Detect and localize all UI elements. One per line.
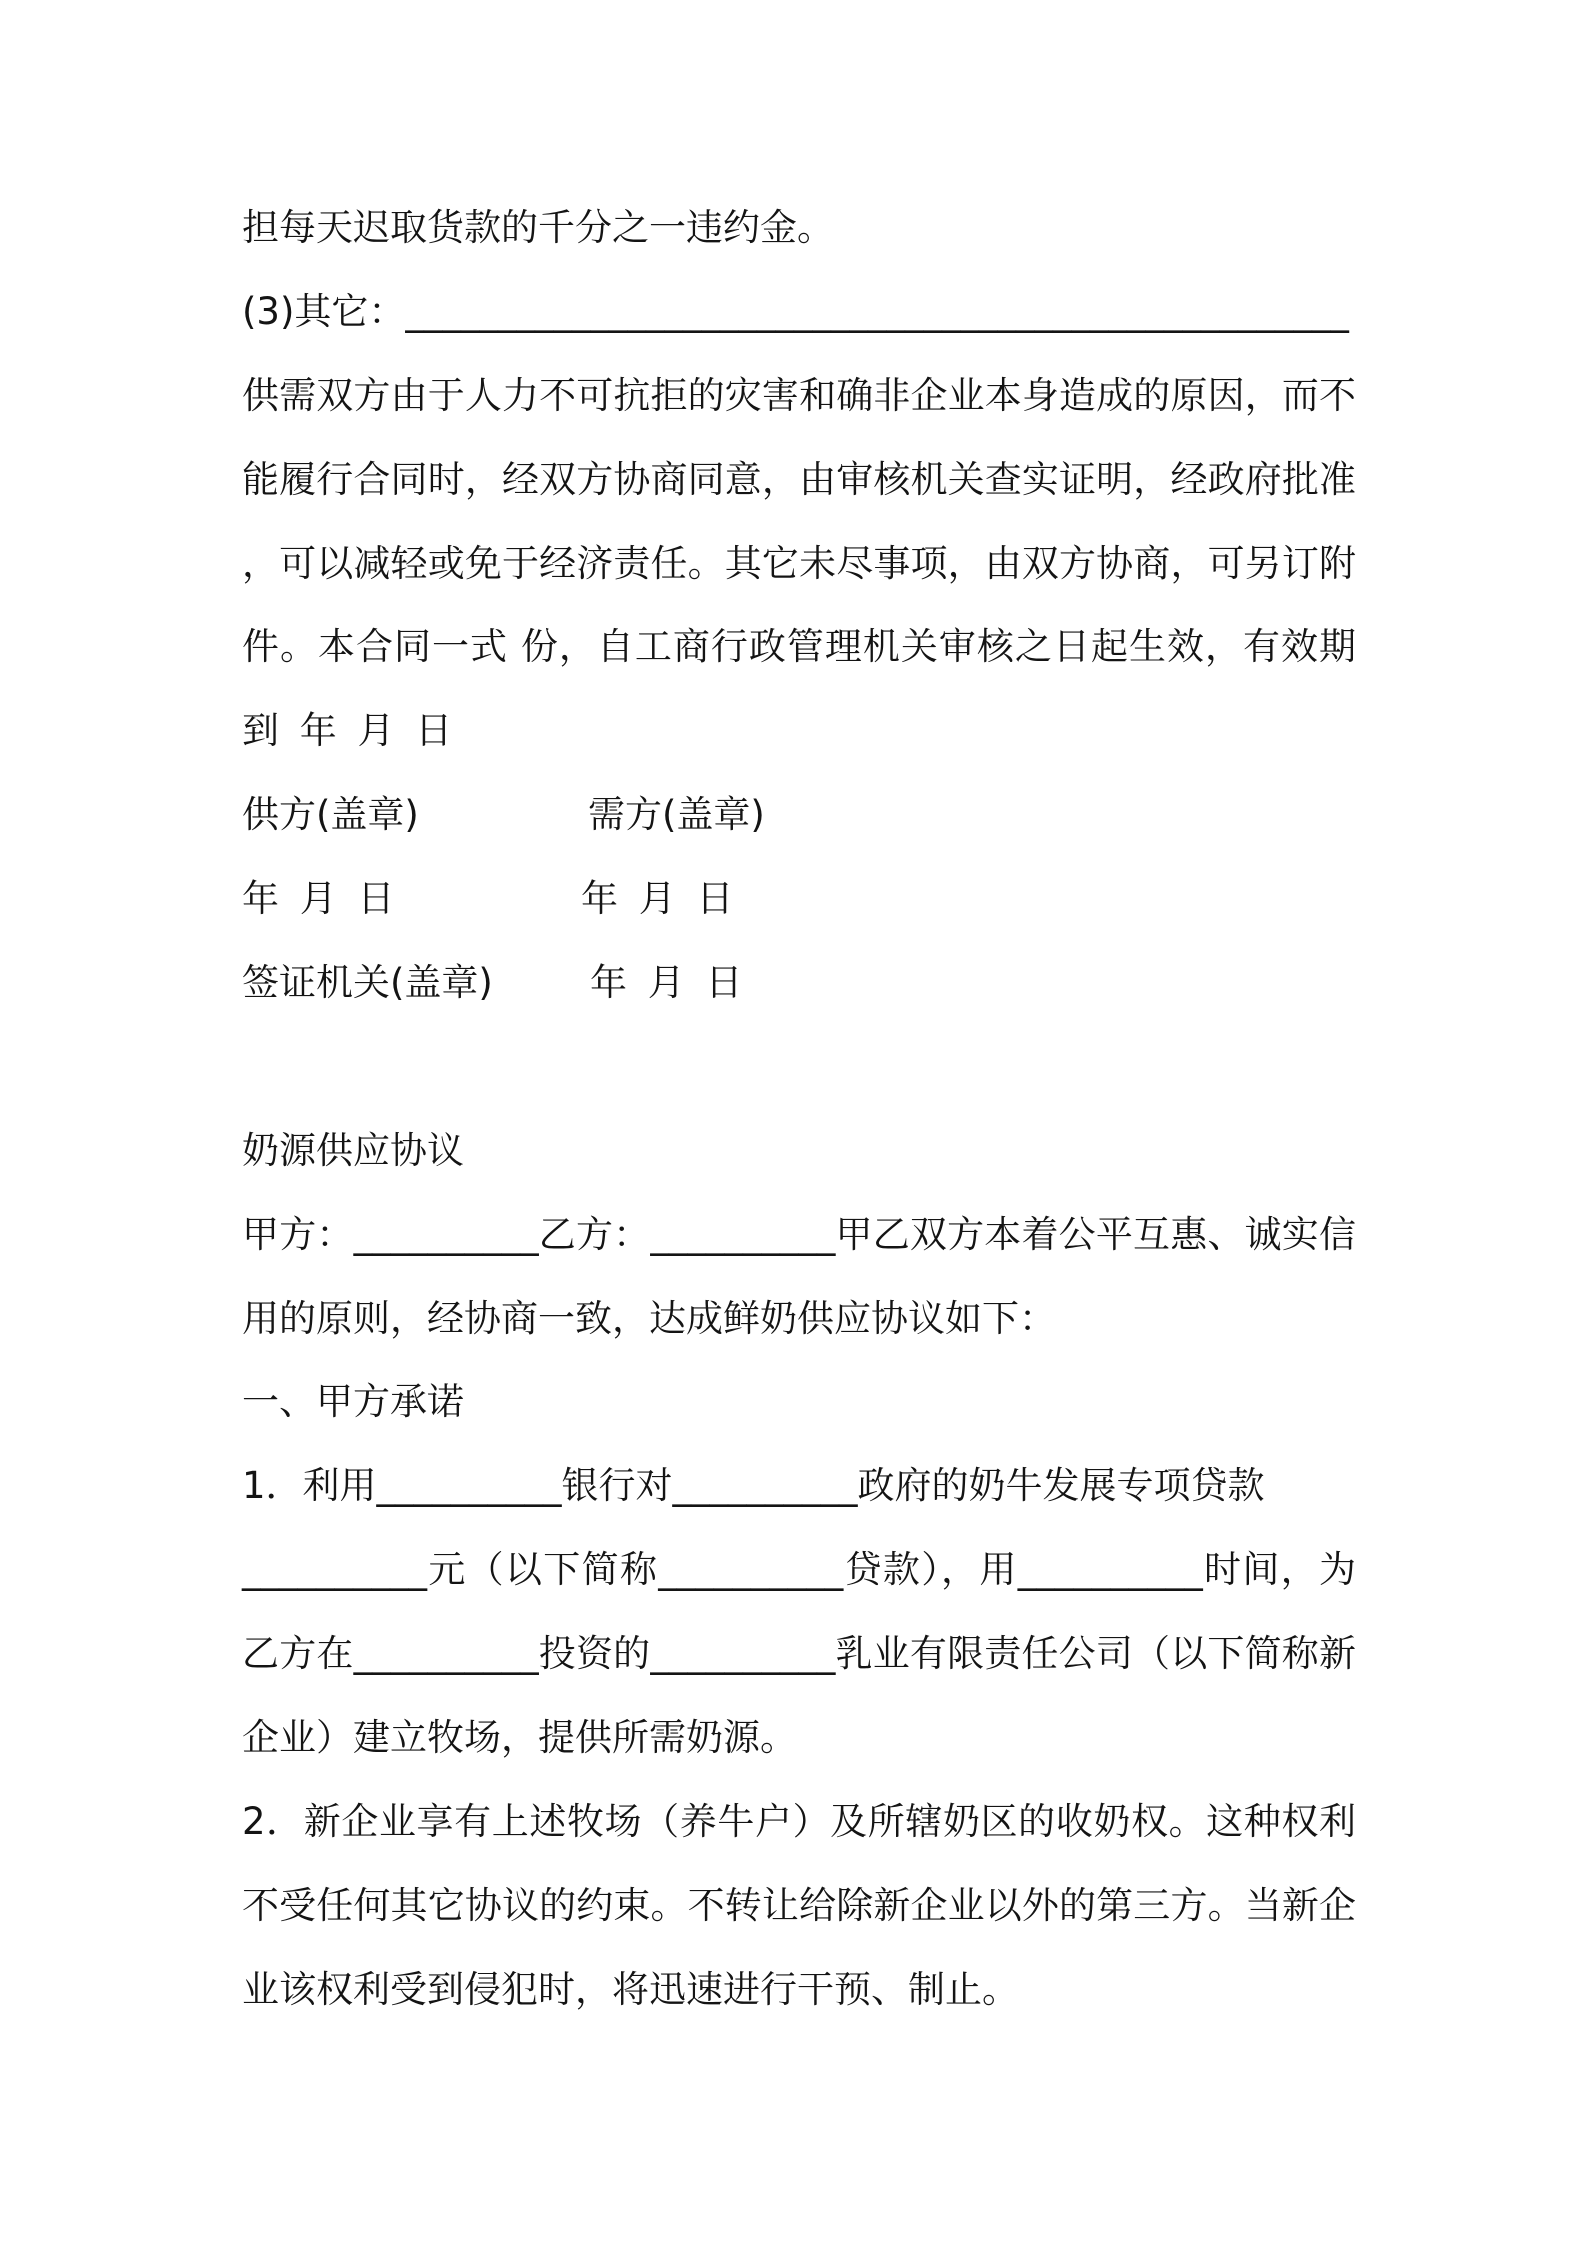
penalty-clause-tail: 担每天迟取货款的千分之一违约金。 [242, 206, 834, 249]
buyer-seal-label: 需方(盖章) [588, 793, 765, 837]
notary-seal-label: 签证机关(盖章) [242, 961, 493, 1005]
other-terms-clause: (3)其它：___________________________________________________ [242, 289, 1349, 333]
paragraph-line: 能履行合同时，经双方协商同意，由审核机关查实证明，经政府批准 [242, 457, 1356, 501]
clause-1-paragraph [242, 1444, 1356, 1780]
paragraph-line: 供需双方由于人力不可抗拒的灾害和确非企业本身造成的原因，而不 [242, 373, 1356, 417]
paragraph-line: ，可以减轻或免于经济责任。其它未尽事项，由双方协商，可另订附 [242, 541, 1356, 585]
date-row [242, 857, 1356, 941]
signature-block [242, 773, 1356, 1025]
paragraph-line: 企业）建立牧场，提供所需奶源。 [242, 1716, 797, 1760]
paragraph-line: 业该权利受到侵犯时，将迅速进行干预、制止。 [242, 1967, 1019, 2011]
section-heading: 一、甲方承诺 [242, 1380, 464, 1424]
paragraph-line: __________元（以下简称__________贷款），用__________时间，为 [242, 1548, 1356, 1592]
paragraph-line: 甲方：__________乙方：__________甲乙双方本着公平互惠、诚实信 [242, 1212, 1356, 1256]
clause-2-paragraph [242, 1780, 1356, 2032]
document-body [242, 186, 1356, 2032]
seal-row [242, 773, 1356, 857]
paragraph-line: 不受任何其它协议的约束。不转让给除新企业以外的第三方。当新企 [242, 1883, 1356, 1927]
paragraph-line: 乙方在__________投资的__________乳业有限责任公司（以下简称新 [242, 1632, 1356, 1676]
supplier-seal-label: 供方(盖章) [242, 793, 419, 837]
paragraph-line: 2．新企业享有上述牧场（养牛户）及所辖奶区的收奶权。这种权利 [242, 1799, 1356, 1843]
buyer-date: 年 月 日 [581, 877, 734, 921]
notary-row [242, 941, 1356, 1025]
force-majeure-paragraph [242, 354, 1356, 773]
section-gap [242, 1025, 1356, 1109]
agreement-title: 奶源供应协议 [242, 1128, 464, 1172]
paragraph-line: 件。本合同一式 份，自工商行政管理机关审核之日起生效，有效期 [242, 625, 1356, 669]
supplier-date: 年 月 日 [242, 877, 395, 921]
agreement-intro-paragraph [242, 1193, 1356, 1361]
validity-date-line: 到 年 月 日 [242, 709, 453, 753]
paragraph-line: 1．利用__________银行对__________政府的奶牛发展专项贷款 [242, 1464, 1265, 1508]
notary-date: 年 月 日 [590, 961, 743, 1005]
paragraph-line: 用的原则，经协商一致，达成鲜奶供应协议如下： [242, 1296, 1056, 1340]
